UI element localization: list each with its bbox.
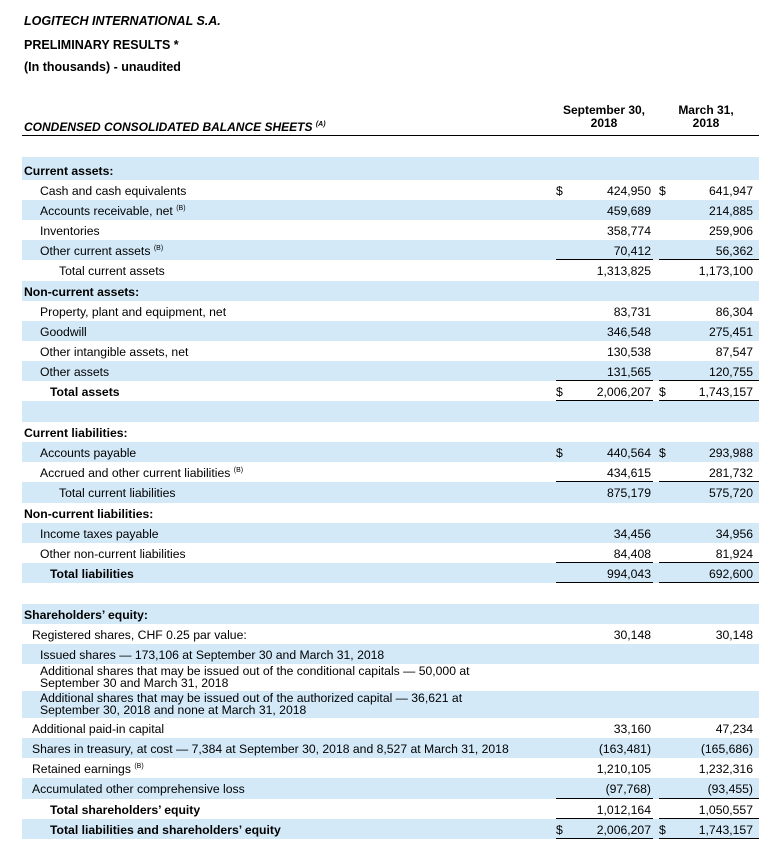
table-row-total-assets	[22, 381, 759, 401]
table-row-shares-in-treasury-at-cost-7-384-at-sept	[22, 738, 759, 758]
row-label	[59, 264, 165, 278]
balance-sheet-title	[24, 120, 326, 134]
row-label-text: Additional paid-in capital	[32, 722, 165, 737]
row-footnote-marker: (B)	[176, 205, 186, 213]
row-label-text: Inventories	[40, 224, 100, 239]
table-row-accrued-and-other-current-liabilities	[22, 462, 759, 482]
table-row-total-liabilities	[22, 563, 759, 583]
table-row-inventories	[22, 220, 759, 240]
row-footnote-marker: (B)	[153, 245, 164, 253]
value-mar-2018: 87,547	[715, 344, 753, 359]
currency-symbol: $	[556, 385, 563, 400]
row-label	[24, 285, 139, 299]
row-label-text: Issued shares — 173,106 at September 30 and March 31, 2018	[40, 648, 385, 663]
table-row-non-current-assets	[22, 281, 759, 301]
column-header-sep-2018	[556, 104, 652, 130]
currency-symbol: $	[659, 446, 666, 461]
row-label	[32, 762, 144, 776]
value-sep-2018: 459,689	[606, 204, 651, 219]
row-label-text: Other current assets	[40, 244, 151, 259]
row-label-text: Income taxes payable	[40, 526, 159, 541]
currency-symbol: $	[556, 184, 563, 199]
row-label-text: Current liabilities:	[24, 426, 128, 441]
value-mar-2018: (165,686)	[700, 742, 753, 757]
row-label	[32, 722, 164, 736]
row-label-text: Total current assets	[59, 264, 165, 279]
row-label-text: Total shareholders’ equity	[50, 802, 201, 817]
row-label	[40, 244, 163, 258]
row-label-text: Non-current liabilities:	[24, 506, 154, 521]
value-mar-2018: 575,720	[708, 486, 753, 501]
row-label-text: Additional shares that may be issued out of the authorized capital — 36,621 at September 30, 2018 and none at March 31, 2018	[40, 691, 463, 718]
column-header-sep-2018-line2: 2018	[590, 116, 618, 130]
value-mar-2018: 120,755	[708, 364, 753, 379]
row-label	[24, 426, 128, 440]
row-label-text: Goodwill	[40, 324, 87, 339]
value-mar-2018: 1,232,316	[698, 762, 753, 777]
value-sep-2018: 440,564	[606, 446, 651, 461]
row-label	[40, 648, 384, 662]
value-sep-2018: 434,615	[606, 466, 651, 481]
table-row-blank	[22, 583, 759, 604]
row-label-text: Additional shares that may be issued out of the conditional capitals — 50,000 at September 30 and March 31, 2018	[40, 664, 470, 691]
row-label	[24, 164, 113, 178]
value-sep-2018: 875,179	[606, 486, 651, 501]
row-label	[24, 608, 148, 622]
row-label	[40, 466, 243, 480]
value-sep-2018: (97,768)	[605, 782, 651, 797]
value-mar-2018: 641,947	[708, 184, 753, 199]
table-row-total-shareholders-equity	[22, 799, 759, 819]
value-mar-2018: 259,906	[708, 224, 753, 239]
row-label	[40, 204, 186, 218]
value-mar-2018: 56,362	[715, 244, 753, 259]
row-label-text: Other non-current liabilities	[40, 546, 186, 561]
balance-sheet-title-text: CONDENSED CONSOLIDATED BALANCE SHEETS	[24, 120, 313, 134]
row-label-text: Accounts receivable, net	[40, 204, 173, 219]
value-sep-2018: 2,006,207	[596, 822, 651, 837]
value-sep-2018: 1,210,105	[596, 762, 651, 777]
currency-symbol: $	[556, 446, 563, 461]
row-label-text: Retained earnings	[32, 762, 131, 777]
value-mar-2018: 47,234	[715, 722, 753, 737]
currency-symbol: $	[659, 822, 666, 837]
currency-symbol: $	[556, 822, 563, 837]
value-sep-2018: 346,548	[606, 324, 651, 339]
value-mar-2018: 281,732	[708, 466, 753, 481]
value-mar-2018: 34,956	[715, 526, 753, 541]
value-sep-2018: 34,456	[613, 526, 651, 541]
company-name: LOGITECH INTERNATIONAL S.A.	[24, 14, 221, 28]
value-sep-2018: 994,043	[606, 566, 651, 581]
balance-sheet-title-note: (A)	[315, 121, 326, 128]
row-label-text: Total current liabilities	[59, 486, 176, 501]
value-mar-2018: 81,924	[715, 546, 753, 561]
value-sep-2018: 70,412	[613, 244, 651, 259]
value-mar-2018: 1,050,557	[698, 802, 753, 817]
table-row-issued-shares-173-106-at-september-30-an	[22, 644, 759, 664]
row-label-text: Cash and cash equivalents	[40, 184, 187, 199]
table-row-additional-paid-in-capital	[22, 718, 759, 738]
table-row-accounts-receivable-net	[22, 200, 759, 220]
row-label-text: Registered shares, CHF 0.25 par value:	[32, 627, 247, 642]
table-row-total-current-liabilities	[22, 482, 759, 502]
row-label	[24, 507, 153, 521]
value-mar-2018: 692,600	[708, 566, 753, 581]
report-title: PRELIMINARY RESULTS *	[24, 38, 179, 52]
table-row-additional-shares-that-may-be-issued-out	[22, 664, 759, 691]
row-label	[40, 224, 100, 238]
column-header-mar-2018	[658, 104, 754, 130]
row-footnote-marker: (B)	[134, 763, 144, 771]
row-label	[32, 782, 245, 796]
value-sep-2018: 33,160	[613, 722, 651, 737]
value-sep-2018: 30,148	[613, 627, 651, 642]
row-label	[40, 345, 188, 359]
row-label	[40, 692, 510, 716]
value-mar-2018: 214,885	[708, 204, 753, 219]
row-label	[40, 527, 159, 541]
column-header-mar-2018-line2: 2018	[692, 116, 720, 130]
row-label	[59, 486, 176, 500]
value-sep-2018: 424,950	[606, 184, 651, 199]
value-mar-2018: 275,451	[708, 324, 753, 339]
row-label	[50, 823, 281, 837]
value-sep-2018: 130,538	[606, 344, 651, 359]
value-mar-2018: 1,743,157	[698, 822, 753, 837]
table-row-total-liabilities-and-shareholders-equit	[22, 819, 759, 839]
table-row-other-assets	[22, 361, 759, 381]
value-mar-2018: 30,148	[715, 627, 753, 642]
row-label	[50, 803, 200, 817]
table-row-income-taxes-payable	[22, 523, 759, 543]
row-label	[40, 665, 510, 689]
row-label	[40, 184, 186, 198]
value-mar-2018: 86,304	[715, 304, 753, 319]
row-label	[50, 385, 120, 399]
row-label-text: Other assets	[40, 364, 110, 379]
table-row-shareholders-equity	[22, 604, 759, 624]
table-row-accounts-payable	[22, 442, 759, 462]
table-row-additional-shares-that-may-be-issued-out	[22, 691, 759, 718]
value-sep-2018: 1,313,825	[596, 264, 651, 279]
currency-symbol: $	[659, 184, 666, 199]
value-sep-2018: 131,565	[606, 364, 651, 379]
header-rule	[22, 135, 759, 136]
row-label	[40, 446, 136, 460]
row-label-text: Total liabilities and shareholders’ equity	[50, 822, 281, 837]
balance-sheet-table	[22, 157, 759, 839]
row-label	[40, 305, 226, 319]
row-label-text: Accrued and other current liabilities	[40, 466, 231, 481]
value-sep-2018: 2,006,207	[596, 385, 651, 400]
value-sep-2018: 358,774	[606, 224, 651, 239]
row-label	[32, 628, 247, 642]
table-row-current-liabilities	[22, 422, 759, 442]
value-sep-2018: (163,481)	[598, 742, 651, 757]
row-label	[50, 567, 134, 581]
row-label-text: Shares in treasury, at cost — 7,384 at September 30, 2018 and 8,527 at March 31, 2018	[32, 742, 509, 757]
currency-symbol: $	[659, 385, 666, 400]
table-row-goodwill	[22, 321, 759, 341]
row-label-text: Non-current assets:	[24, 284, 140, 299]
table-row-property-plant-and-equipment-net	[22, 301, 759, 321]
row-label-text: Property, plant and equipment, net	[40, 304, 227, 319]
row-label-text: Total liabilities	[50, 566, 134, 581]
value-sep-2018: 84,408	[613, 546, 651, 561]
units-note: (In thousands) - unaudited	[24, 60, 181, 74]
row-label-text: Accumulated other comprehensive loss	[32, 782, 245, 797]
row-label	[40, 547, 186, 561]
table-row-retained-earnings	[22, 758, 759, 778]
table-row-registered-shares-chf-0-25-par-value	[22, 624, 759, 644]
table-row-accumulated-other-comprehensive-loss	[22, 778, 759, 798]
value-sep-2018: 1,012,164	[596, 802, 651, 817]
subtotal-rule	[659, 838, 759, 839]
table-row-other-non-current-liabilities	[22, 543, 759, 563]
table-row-blank	[22, 401, 759, 422]
row-label	[40, 365, 109, 379]
row-label-text: Shareholders’ equity:	[24, 607, 148, 622]
row-label-text: Current assets:	[24, 164, 114, 178]
row-label	[40, 325, 87, 339]
table-row-non-current-liabilities	[22, 503, 759, 523]
value-mar-2018: 1,173,100	[698, 264, 753, 279]
row-label-text: Accounts payable	[40, 446, 137, 461]
row-label-text: Other intangible assets, net	[40, 344, 189, 359]
value-mar-2018: (93,455)	[707, 782, 753, 797]
subtotal-rule	[556, 838, 653, 839]
row-label	[32, 742, 509, 756]
column-header-mar-2018-line1: March 31,	[678, 103, 734, 117]
row-label-text: Total assets	[50, 385, 120, 400]
table-row-total-current-assets	[22, 260, 759, 280]
table-row-current-assets	[22, 160, 759, 180]
table-row-other-current-assets	[22, 240, 759, 260]
table-row-cash-and-cash-equivalents	[22, 180, 759, 200]
value-mar-2018: 293,988	[708, 446, 753, 461]
value-sep-2018: 83,731	[613, 304, 651, 319]
column-header-sep-2018-line1: September 30,	[562, 103, 646, 117]
table-row-other-intangible-assets-net	[22, 341, 759, 361]
row-footnote-marker: (B)	[233, 467, 244, 475]
value-mar-2018: 1,743,157	[698, 385, 753, 400]
